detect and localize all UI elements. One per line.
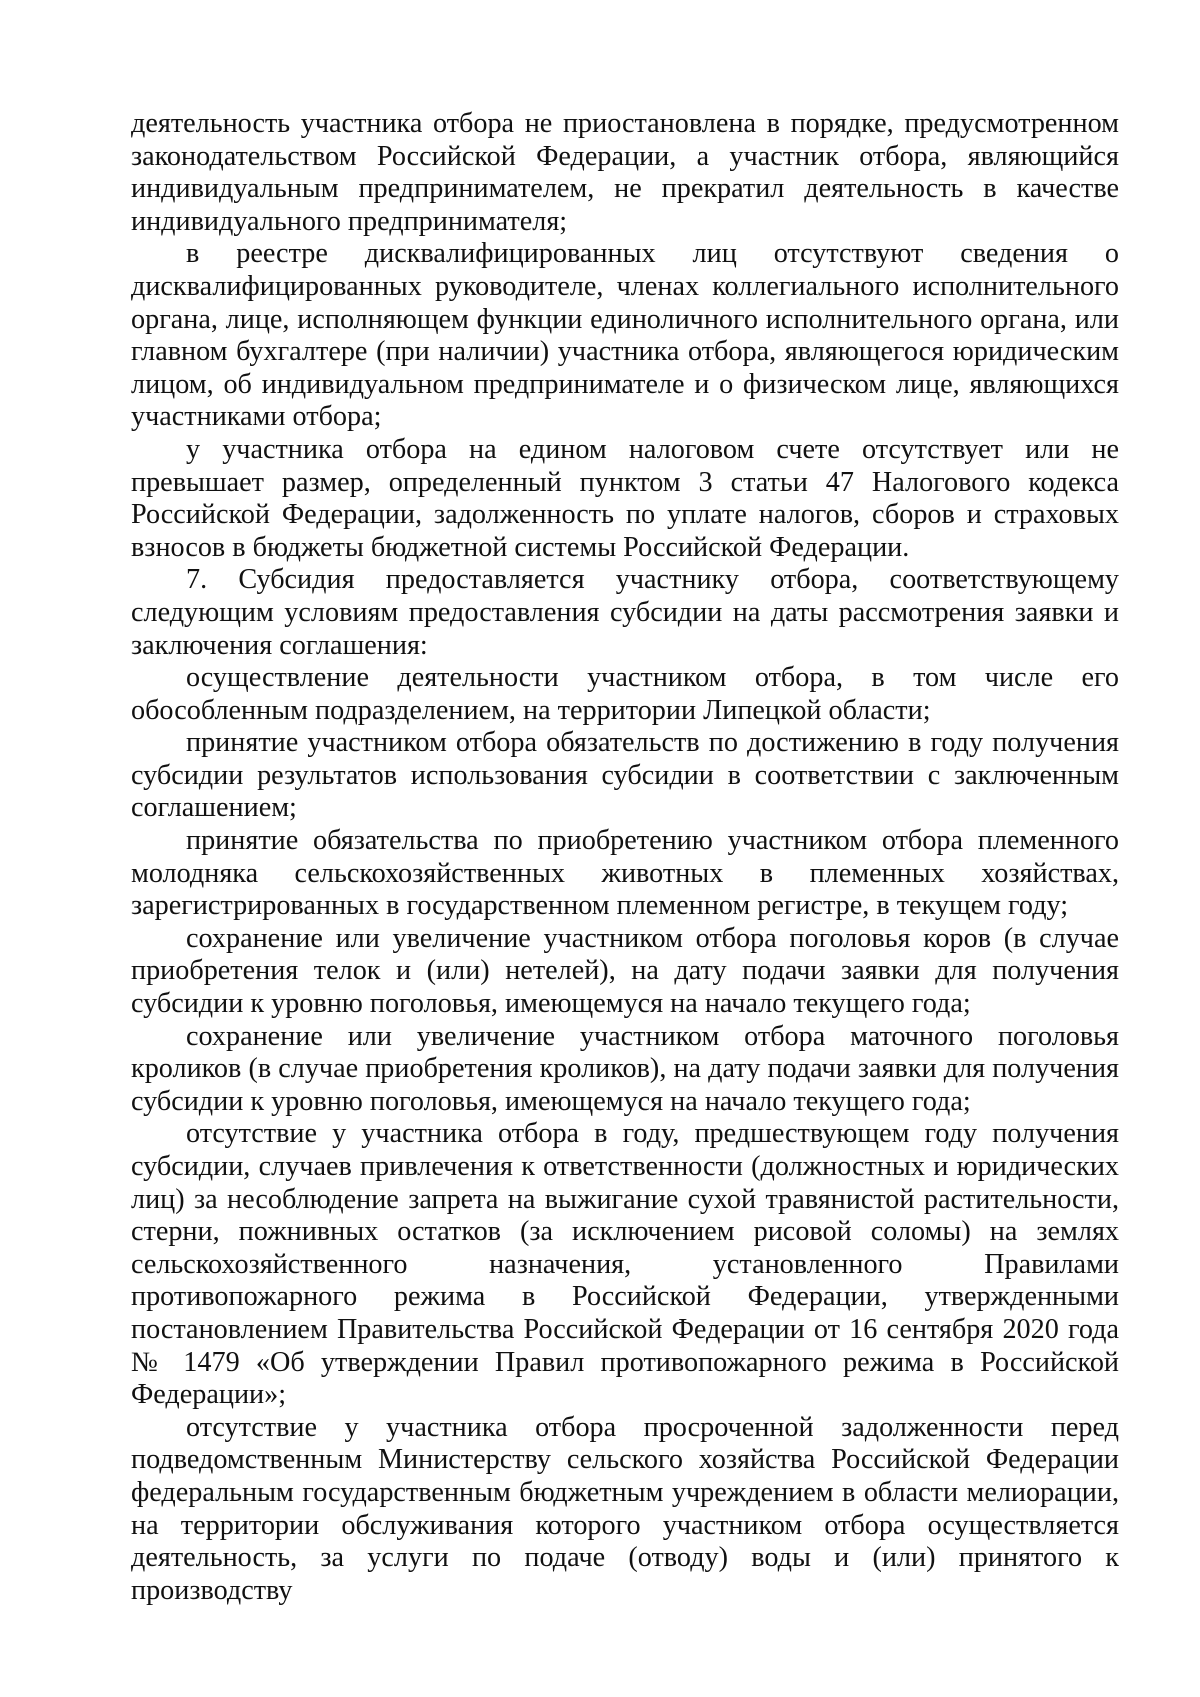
paragraph-activity-not-suspended: деятельность участника отбора не приостановлена в порядке, предусмотренном законодательством Российской Федерации, а участник отбора, являющийся индивидуальным предпринимателем, не прекратил деятельность в качестве индивидуального предпринимателя; xyxy=(131,108,1119,237)
paragraph-section-7: 7. Субсидия предоставляется участнику отбора, соответствующему следующим условиям предоставления субсидии на даты рассмотрения заявки и заключения соглашения: xyxy=(131,564,1119,661)
paragraph-condition-rabbits: сохранение или увеличение участником отбора маточного поголовья кроликов (в случае приобретения кроликов), на дату подачи заявки для получения субсидии к уровню поголовья, имеющемуся на начало текущего года; xyxy=(131,1020,1119,1117)
paragraph-condition-results: принятие участником отбора обязательств по достижению в году получения субсидии результатов использования субсидии в соответствии с заключенным соглашением; xyxy=(131,727,1119,824)
paragraph-condition-territory: осуществление деятельности участником отбора, в том числе его обособленным подразделением, на территории Липецкой области; xyxy=(131,662,1119,726)
paragraph-condition-melioration-debt: отсутствие у участника отбора просроченной задолженности перед подведомственным Министерству сельского хозяйства Российской Федерации федеральным государственным бюджетным учреждением в области мелиорации, на территории обслуживания которого участником отбора осуществляется деятельность, за услуги по подаче (отводу) воды и (или) принятого к производству xyxy=(131,1411,1119,1606)
paragraph-disqualified-registry: в реестре дисквалифицированных лиц отсутствуют сведения о дисквалифицированных руководителе, членах коллегиального исполнительного органа, лице, исполняющем функции единоличного исполнительного органа, или главном бухгалтере (при наличии) участника отбора, являющегося юридическим лицом, об индивидуальном предпринимателе и о физическом лице, являющихся участниками отбора; xyxy=(131,238,1119,433)
paragraph-condition-breeding-stock: принятие обязательства по приобретению участником отбора племенного молодняка сельскохозяйственных животных в племенных хозяйствах, зарегистрированных в государственном племенном регистре, в текущем году; xyxy=(131,825,1119,922)
document-page xyxy=(131,108,1119,1607)
paragraph-condition-burning-ban: отсутствие у участника отбора в году, предшествующем году получения субсидии, случаев привлечения к ответственности (должностных и юридических лиц) за несоблюдение запрета на выжигание сухой травянистой растительности, стерни, пожнивных остатков (за исключением рисовой соломы) на землях сельскохозяйственного назначения, установленного Правилами противопожарного режима в Российской Федерации, утвержденными постановлением Правительства Российской Федерации от 16 сентября 2020 года № 1479 «Об утверждении Правил противопожарного режима в Российской Федерации»; xyxy=(131,1118,1119,1411)
paragraph-tax-debt: у участника отбора на едином налоговом счете отсутствует или не превышает размер, определенный пунктом 3 статьи 47 Налогового кодекса Российской Федерации, задолженность по уплате налогов, сборов и страховых взносов в бюджеты бюджетной системы Российской Федерации. xyxy=(131,433,1119,563)
paragraph-condition-cows: сохранение или увеличение участником отбора поголовья коров (в случае приобретения телок и (или) нетелей), на дату подачи заявки для получения субсидии к уровню поголовья, имеющемуся на начало текущего года; xyxy=(131,922,1119,1020)
